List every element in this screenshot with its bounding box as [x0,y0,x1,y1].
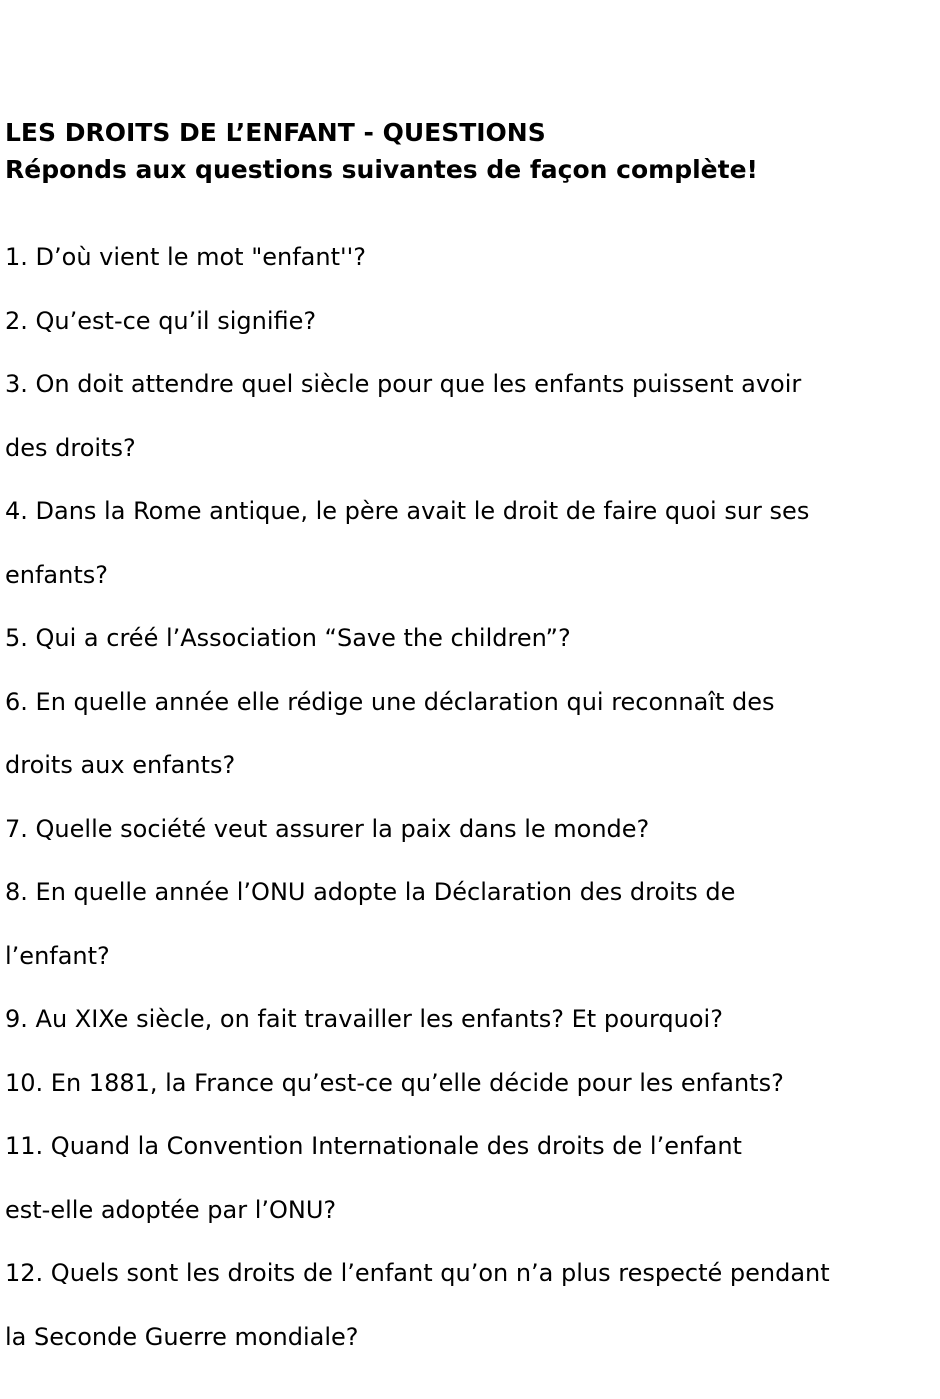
question-4: 4. Dans la Rome antique, le père avait le droit de faire quoi sur ses [5,497,810,525]
question-7: 7. Quelle société veut assurer la paix dans le monde? [5,814,650,843]
document-page [5,114,935,1369]
question-3: 3. On doit attendre quel siècle pour que les enfants puissent avoir [5,370,802,398]
document-title: LES DROITS DE L’ENFANT - QUESTIONS [5,118,546,147]
question-list [5,226,935,1369]
question-6: 6. En quelle année elle rédige une déclaration qui reconnaît des [5,687,775,716]
question-4-continued: enfants? [5,560,108,589]
question-10: 10. En 1881, la France qu’est-ce qu’elle décide pour les enfants? [5,1068,784,1097]
question-12-continued: la Seconde Guerre mondiale? [5,1322,359,1351]
question-5: 5. Qui a créé l’Association “Save the children”? [5,624,571,652]
question-12: 12. Quels sont les droits de l’enfant qu’on n’a plus respecté pendant [5,1259,830,1287]
question-3-continued: des droits? [5,433,136,462]
question-6-continued: droits aux enfants? [5,751,236,779]
document-instruction: Réponds aux questions suivantes de façon complète! [5,155,758,184]
question-9: 9. Au XIXe siècle, on fait travailler les enfants? Et pourquoi? [5,1005,723,1033]
question-1: 1. D’où vient le mot "enfant''? [5,243,366,271]
question-11-continued: est-elle adoptée par l’ONU? [5,1195,337,1224]
question-8: 8. En quelle année l’ONU adopte la Déclaration des droits de [5,878,736,906]
question-2: 2. Qu’est-ce qu’il signifie? [5,306,317,335]
question-8-continued: l’enfant? [5,941,110,970]
question-11: 11. Quand la Convention Internationale des droits de l’enfant [5,1132,742,1160]
